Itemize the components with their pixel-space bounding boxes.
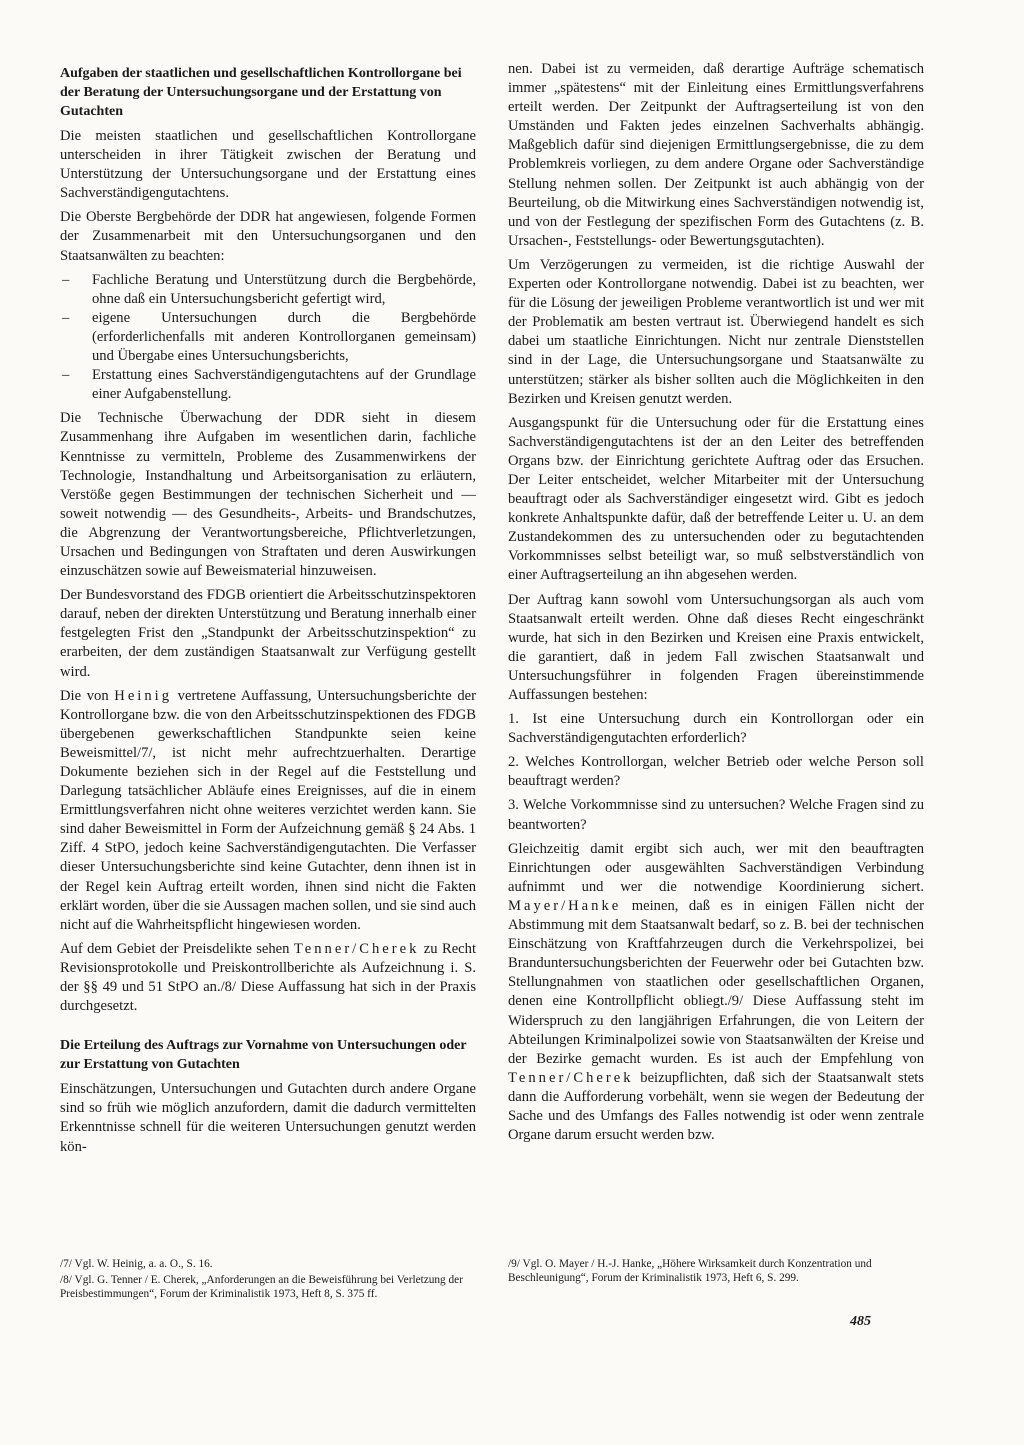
paragraph: Der Auftrag kann sowohl vom Untersuchungsorgan als auch vom Staatsanwalt erteilt werden. Ohne daß dieses Recht eingeschränkt wurde, hat sich in den Bezirken und Kreisen eine Praxis entwickelt, die garantiert, daß in jedem Fall zwischen Staatsanwalt und Untersuchungsführer in folgenden Fragen übereinstimmende Auffassungen bestehen: bbox=[508, 591, 924, 703]
list-item: 1. Ist eine Untersuchung durch ein Kontrollorgan oder ein Sachverständigengutachten erforderlich? bbox=[508, 711, 924, 747]
numbered-list bbox=[508, 710, 924, 835]
section-heading-2: Die Erteilung des Auftrags zur Vornahme von Untersuchungen oder zur Erstattung von Gutachten bbox=[60, 1038, 467, 1073]
author-name: Mayer/Hanke bbox=[508, 897, 622, 914]
paragraph: Einschätzungen, Untersuchungen und Gutachten durch andere Organe sind so früh wie möglich anzufordern, damit die dadurch vermittelten Erkenntnisse schnell für die weiteren Untersuchungen genutzt werden kön- bbox=[60, 1081, 476, 1155]
paragraph bbox=[60, 687, 476, 935]
text-run: Gleichzeitig damit ergibt sich auch, wer mit den beauftragten Einrichtungen oder ausgewählten Sachverständigen Verbindung aufnimmt und wer die notwendige Koordinierung sichert. bbox=[508, 840, 924, 895]
paragraph: Ausgangspunkt für die Untersuchung oder für die Erstattung eines Sachverständigengutachtens ist der an den Leiter des betreffenden Organs bzw. der Einrichtung gerichtete Auftrag oder das Ersuchen. Der Leiter entscheidet, welcher Mitarbeiter mit der Untersuchung beauftragt oder als Sachverständiger eingesetzt wird. Gibt es jedoch konkrete Anhaltspunkte dafür, daß der betreffende Leiter u. U. an dem Zustandekommen des zu untersuchenden oder zu begutachtenden Vorkommnisses selbst beteiligt war, so muß selbstverständlich von einer Auftragserteilung an ihn abgesehen werden. bbox=[508, 414, 924, 584]
footnote: /8/ Vgl. G. Tenner / E. Cherek, „Anforderungen an die Beweisführung bei Verletzung der Preisbestimmungen“, Forum der Kriminalistik 1973, Heft 8, S. 375 ff. bbox=[60, 1274, 463, 1300]
list-item: – Erstattung eines Sachverständigengutachtens auf der Grundlage einer Aufgabenstellung. bbox=[60, 366, 476, 404]
list-item: – Fachliche Beratung und Unterstützung durch die Bergbehörde, ohne daß ein Untersuchungsbericht gefertigt wird, bbox=[60, 271, 476, 309]
paragraph bbox=[60, 940, 476, 1016]
paragraph: Um Verzögerungen zu vermeiden, ist die richtige Auswahl der Experten oder Kontrollorgane notwendig. Dabei ist zu beachten, wer für die Lösung der jeweiligen Probleme verantwortlich ist und wer mit der Problematik am besten vertraut ist. Überwiegend handelt es sich dabei um staatliche Einrichtungen. Nicht nur zentrale Dienststellen sind in der Lage, die Untersuchungsorgane und Staatsanwälte zu unterstützen; stärker als bisher sollten auch die Möglichkeiten in den Bezirken und Kreisen genutzt werden. bbox=[508, 256, 924, 407]
footnote: /9/ Vgl. O. Mayer / H.-J. Hanke, „Höhere Wirksamkeit durch Konzentration und Beschleunigung“, Forum der Kriminalistik 1973, Heft 6, S. 299. bbox=[508, 1258, 872, 1284]
text-run: meinen, daß es in einigen Fällen nicht der Abstimmung mit dem Staatsanwalt bedarf, so z. B. bei der technischen Einschätzung von Kraftfahrzeugen durch die Verkehrspolizei, bei Branduntersuchungsberichten der Feuerwehr oder bei Gutachten bzw. Stellungnahmen von staatlichen oder gesellschaftlichen Organen, denen eine Kontrollpflicht obliegt./9/ Diese Auffassung steht im Widerspruch zu den langjährigen Erfahrungen, die von Leitern der Abteilungen Kriminalpolizei sowie von Staatsanwälten der Kreise und der Bezirke gemacht wurden. Es ist auch der Empfehlung von bbox=[508, 897, 924, 1067]
text-run: Die von bbox=[60, 687, 109, 704]
list-item: 3. Welche Vorkommnisse sind zu untersuchen? Welche Fragen sind zu beantworten? bbox=[508, 797, 924, 833]
paragraph: nen. Dabei ist zu vermeiden, daß derartige Aufträge schematisch immer „spätestens“ mit der Einleitung eines Ermittlungsverfahrens erteilt werden. Der Zeitpunkt der Auftragserteilung ist von den Umständen und Fakten jedes einzelnen Sachverhalts abhängig. Maßgeblich dafür sind diejenigen Ermittlungsergebnisse, die zu dem Problemkreis vorliegen, zu dem andere Organe oder Sachverständige Stellung nehmen sollen. Der Zeitpunkt ist auch abhängig von der Beurteilung, ob die Mitwirkung eines Sachverständigen notwendig ist, und von der Festlegung der spezifischen Form des Gutachtens (z. B. Ursachen-, Feststellungs- oder Bewertungsgutachten). bbox=[508, 61, 924, 249]
list-item: 2. Welches Kontrollorgan, welcher Betrieb oder welche Person soll beauftragt werden? bbox=[508, 754, 924, 790]
paragraph: Die Oberste Bergbehörde der DDR hat angewiesen, folgende Formen der Zusammenarbeit mit den Untersuchungsorganen und den Staatsanwälten zu beachten: bbox=[60, 209, 476, 264]
text-run: Auf dem Gebiet der Preisdelikte sehen bbox=[60, 940, 290, 957]
section-heading-1: Aufgaben der staatlichen und gesellschaftlichen Kontrollorgane bei der Beratung der Untersuchungsorgane und der Erstattung von Gutachten bbox=[60, 66, 462, 119]
list-item: – eigene Untersuchungen durch die Bergbehörde (erforderlichenfalls mit anderen Kontrollorganen gemeinsam) und Übergabe eines Untersuchungsberichts, bbox=[60, 309, 476, 366]
author-name: Tenner/Cherek bbox=[508, 1069, 634, 1086]
page-number: 485 bbox=[850, 1314, 871, 1329]
dash-list bbox=[60, 271, 476, 405]
author-name: Tenner/Cherek bbox=[293, 940, 420, 957]
footnotes-right bbox=[508, 1257, 924, 1287]
right-column bbox=[508, 60, 924, 1150]
footnotes-left bbox=[60, 1257, 476, 1303]
paragraph: Die Technische Überwachung der DDR sieht in diesem Zusammenhang ihre Aufgaben im wesentlichen darin, fachliche Kenntnisse zu vermitteln, Probleme des Zusammenwirkens der Technologie, Instandhaltung und Arbeitsorganisation zu erläutern, Verstöße gegen Bestimmungen der technischen Sicherheit und — soweit notwendig — des Gesundheits-, Arbeits- und Brandschutzes, die Abgrenzung der Verantwortungsbereiche, Pflichtverletzungen, Ursachen und Bedingungen von Straftaten und deren Auswirkungen einzuschätzen sowie auf Beweismaterial hinzuweisen. bbox=[60, 410, 476, 580]
paragraph bbox=[508, 840, 924, 1146]
footnote: /7/ Vgl. W. Heinig, a. a. O., S. 16. bbox=[60, 1258, 213, 1270]
left-column bbox=[60, 60, 476, 1162]
paragraph: Die meisten staatlichen und gesellschaftlichen Kontrollorgane unterscheiden in ihrer Tätigkeit zwischen der Beratung und Unterstützung der Untersuchungsorgane und der Erstattung eines Sachverständigengutachtens. bbox=[60, 128, 476, 202]
text-run: beizupflichten, daß sich der Staatsanwalt stets dann die Aufforderung vorbehält, wenn sie wegen der Bedeutung der Sache und des Umfangs des Falles notwendig ist oder wenn zentrale Organe darum ersucht werden bzw. bbox=[508, 1069, 924, 1144]
paragraph: Der Bundesvorstand des FDGB orientiert die Arbeitsschutzinspektoren darauf, neben der direkten Unterstützung und Beratung innerhalb einer festgelegten Frist den „Standpunkt der Arbeitsschutzinspektion“ zu erarbeiten, der dem zuständigen Staatsanwalt zur Verfügung gestellt wird. bbox=[60, 587, 476, 680]
text-run: zu Recht Revisionsprotokolle und Preiskontrollberichte als Aufzeichnung i. S. der §§ 49 und 51 StPO an./8/ Diese Auffassung hat sich in der Praxis durchgesetzt. bbox=[60, 940, 477, 1015]
author-name: Heinig bbox=[114, 687, 173, 704]
text-run: vertretene Auffassung, Untersuchungsberichte der Kontrollorgane bzw. die von den Arbeitsschutzinspektionen des FDGB übergebenen gewerkschaftlichen Standpunkte seien keine Beweismittel/7/, ist nicht mehr aufrechtzuerhalten. Derartige Dokumente beziehen sich in der Regel auf die Feststellung und Darlegung tatsächlicher Abläufe eines Ereignisses, auf die in einem Ermittlungsverfahren nicht ohne weiteres verzichtet werden kann. Sie sind daher Beweismittel in Form der Aufzeichnung gemäß § 24 Abs. 1 Ziff. 4 StPO, jedoch keine Sachverständigengutachten. Die Verfasser dieser Untersuchungsberichte sind keine Gutachter, denn ihnen ist in der Regel kein Auftrag erteilt worden, ihnen sind nicht die Fakten erklärt worden, über die sie Aussagen machen sollen, und sie sind auch nicht auf die Wahrheitspflicht hingewiesen worden. bbox=[60, 687, 476, 933]
